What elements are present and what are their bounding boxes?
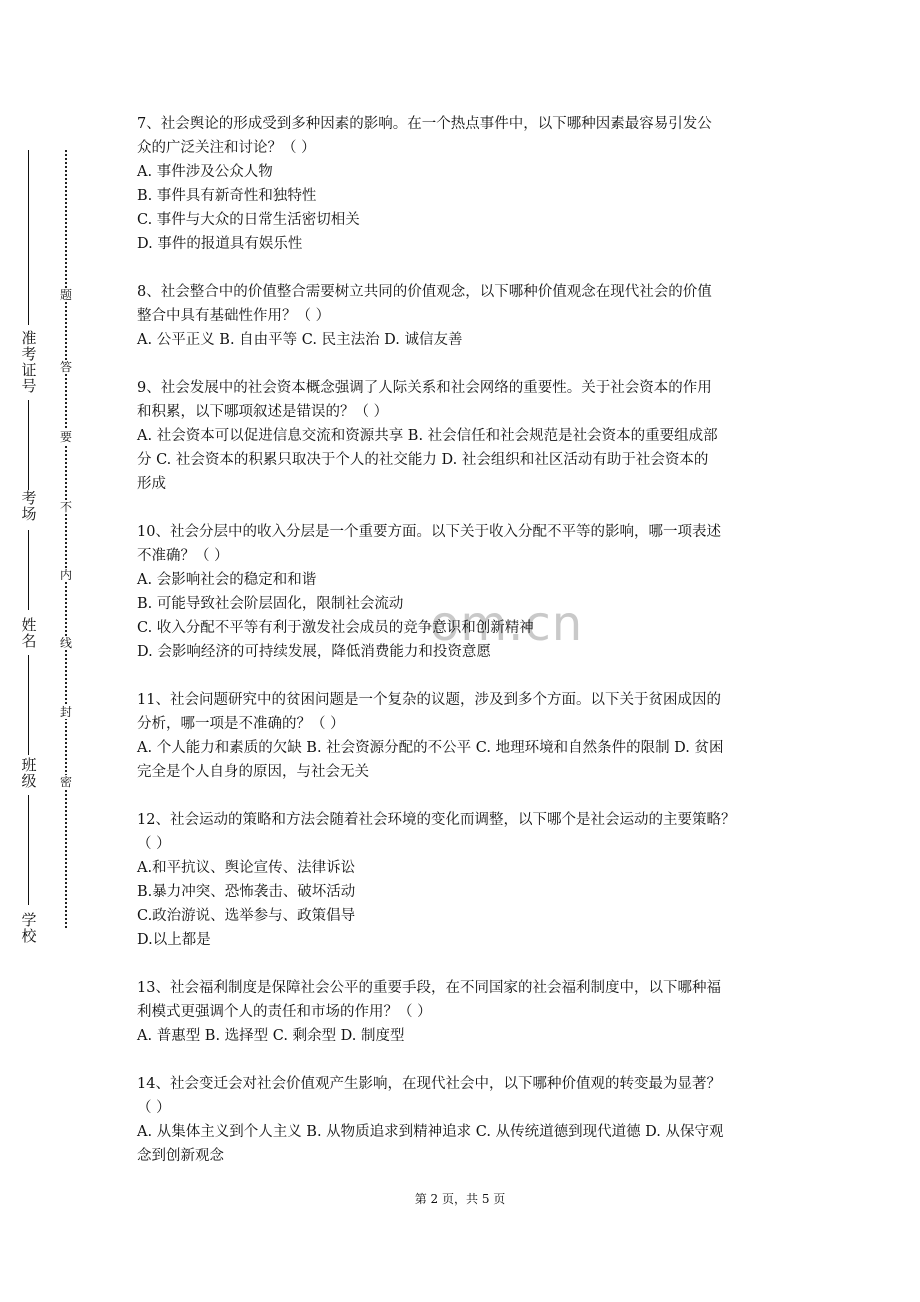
- binding-margin: [0, 0, 100, 1302]
- answer-option-line: A. 公平正义 B. 自由平等 C. 民主法治 D. 诚信友善: [137, 332, 463, 348]
- answer-option-line: A. 事件涉及公众人物: [137, 164, 273, 180]
- seal-char: 线: [59, 636, 72, 650]
- question-stem-line: 12、社会运动的策略和方法会随着社会环境的变化而调整，以下哪个是社会运动的主要策略？: [137, 812, 736, 828]
- question-block: [137, 688, 787, 784]
- label-exam-number: 准考证号: [21, 329, 37, 395]
- answer-option-line: A. 从集体主义到个人主义 B. 从物质追求到精神追求 C. 从传统道德到现代道德 D. 从保守观: [137, 1124, 724, 1140]
- answer-option-line: 分 C. 社会资本的积累只取决于个人的社交能力 D. 社会组织和社区活动有助于社会资本的: [137, 452, 709, 468]
- answer-option-line: 完全是个人自身的原因，与社会无关: [137, 764, 369, 780]
- question-stem-line: 14、社会变迁会对社会价值观产生影响，在现代社会中，以下哪种价值观的转变最为显著？: [137, 1076, 721, 1092]
- answer-option-line: B. 事件具有新奇性和独特性: [137, 188, 317, 204]
- question-stem-line: 8、社会整合中的价值整合需要树立共同的价值观念，以下哪种价值观念在现代社会的价值: [137, 284, 712, 300]
- label-name: 姓名: [21, 616, 37, 650]
- question-stem-line: 不准确？（ ）: [137, 548, 229, 564]
- question-stem-line: 利模式更强调个人的责任和市场的作用？（ ）: [137, 1004, 432, 1020]
- question-stem-line: 11、社会问题研究中的贫困问题是一个复杂的议题，涉及到多个方面。以下关于贫困成因的: [137, 692, 721, 708]
- question-stem-line: 分析，哪一项是不准确的？（ ）: [137, 716, 345, 732]
- seal-char: 密: [59, 775, 72, 789]
- answer-option-line: 念到创新观念: [137, 1148, 224, 1164]
- answer-option-line: A. 社会资本可以促进信息交流和资源共享 B. 社会信任和社会规范是社会资本的重要组成部: [137, 428, 718, 444]
- answer-option-line: B. 可能导致社会阶层固化，限制社会流动: [137, 596, 404, 612]
- question-block: [137, 376, 787, 496]
- question-block: [137, 280, 787, 352]
- answer-option-line: B.暴力冲突、恐怖袭击、破坏活动: [137, 884, 356, 900]
- question-stem-line: 13、社会福利制度是保障社会公平的重要手段，在不同国家的社会福利制度中，以下哪种福: [137, 980, 721, 996]
- question-stem-line: 9、社会发展中的社会资本概念强调了人际关系和社会网络的重要性。关于社会资本的作用: [137, 380, 712, 396]
- page-footer: 第 2 页，共 5 页: [414, 1192, 506, 1206]
- question-stem-line: 众的广泛关注和讨论？（ ）: [137, 140, 316, 156]
- answer-option-line: C. 收入分配不平等有利于激发社会成员的竞争意识和创新精神: [137, 620, 534, 636]
- answer-option-line: A. 普惠型 B. 选择型 C. 剩余型 D. 制度型: [137, 1028, 405, 1044]
- question-block: [137, 808, 787, 952]
- question-stem-line: 7、社会舆论的形成受到多种因素的影响。在一个热点事件中，以下哪种因素最容易引发公: [137, 116, 712, 132]
- label-exam-room: 考场: [21, 489, 37, 523]
- seal-char: 题: [59, 288, 72, 302]
- question-block: [137, 976, 787, 1048]
- answer-option-line: C.政治游说、选举参与、政策倡导: [137, 908, 356, 924]
- answer-option-line: A.和平抗议、舆论宣传、法律诉讼: [137, 860, 356, 876]
- watermark: om.cn: [430, 596, 584, 652]
- label-class: 班级: [21, 756, 37, 790]
- answer-option-line: A. 会影响社会的稳定和和谐: [137, 572, 317, 588]
- question-stem-line: 和积累，以下哪项叙述是错误的？（ ）: [137, 404, 389, 420]
- underline: [28, 150, 29, 325]
- question-list: [137, 112, 787, 1192]
- answer-option-line: 形成: [137, 476, 166, 492]
- seal-char: 内: [59, 568, 72, 582]
- question-stem-line: 10、社会分层中的收入分层是一个重要方面。以下关于收入分配不平等的影响，哪一项表述: [137, 524, 721, 540]
- answer-option-line: D. 事件的报道具有娱乐性: [137, 236, 303, 252]
- seal-char: 封: [59, 705, 72, 719]
- question-block: [137, 1072, 787, 1168]
- seal-char: 不: [59, 500, 72, 514]
- seal-char: 答: [59, 360, 72, 374]
- question-block: [137, 112, 787, 256]
- question-stem-line: 整合中具有基础性作用？（ ）: [137, 308, 331, 324]
- answer-option-line: C. 事件与大众的日常生活密切相关: [137, 212, 360, 228]
- question-block: [137, 520, 787, 664]
- underline: [28, 400, 29, 490]
- seal-char: 要: [59, 430, 72, 444]
- answer-option-line: D.以上都是: [137, 932, 211, 948]
- question-stem-line: （ ）: [137, 836, 171, 852]
- underline: [28, 530, 29, 610]
- seal-dotted-line: [65, 150, 67, 928]
- answer-option-line: A. 个人能力和素质的欠缺 B. 社会资源分配的不公平 C. 地理环境和自然条件的限制 D. 贫困: [137, 740, 724, 756]
- question-stem-line: （ ）: [137, 1100, 171, 1116]
- underline: [28, 795, 29, 905]
- underline: [28, 655, 29, 755]
- answer-option-line: D. 会影响经济的可持续发展，降低消费能力和投资意愿: [137, 644, 491, 660]
- label-school: 学校: [21, 911, 37, 945]
